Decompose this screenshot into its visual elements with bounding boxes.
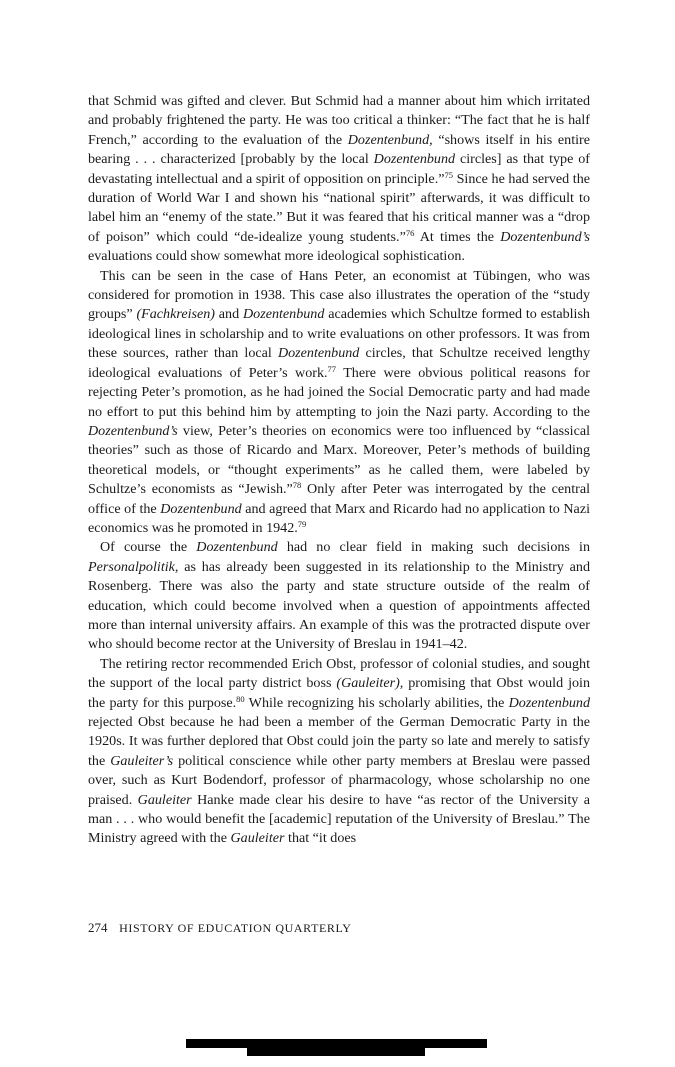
text-run: There were obvious political reasons for rejecting Peter’s promotion, as he had joined the Social Democratic party and had made no effort to put this behind him by attempting to join the Nazi party. According to the [88,364,590,420]
text-run: as has already been suggested in its relationship to the Ministry and Rosenberg. There was also the party and state structure outside of the realm of education, which could become involved when a question of appointments affected more than internal university affairs. An example of this was the protracted dispute over who should become rector at the University of Breslau in 1941–42. [88,558,590,653]
paragraph [88,655,590,849]
text-run: The retiring rector recommended Erich Obst, professor of colonial studies, and sought the support of the local party district boss [88,655,590,692]
italic-term: Gauleiter [230,830,285,847]
page-footer [88,920,352,936]
italic-term: Dozentenbund [373,151,456,168]
footnote-marker: 78 [292,480,302,491]
text-run: Since he had served the duration of World War I and shown his “national spirit” afterwards, it was difficult to label him an “enemy of the state.” But it was feared that his critical manner was a “drop of poison” which could “de-idealize young students.” [88,170,590,245]
italic-term: (Fachkreisen) [136,306,215,323]
text-run: “shows itself in his entire bearing . . . characterized [probably by the local [88,131,591,168]
text-run: political conscience while other party members at Breslau were passed over, such as Kurt Bodendorf, professor of pharmacology, whose scholarship no one praised. [88,752,590,808]
body-text [88,92,590,849]
journal-title: HISTORY OF EDUCATION QUARTERLY [119,921,352,935]
italic-term: Dozentenbund [508,694,591,711]
text-run: circles, that Schultze received lengthy ideological evaluations of Peter’s work. [88,345,590,381]
footnote-marker: 77 [327,363,337,374]
footnote-marker: 75 [444,169,453,180]
text-run: While recognizing his scholarly abilities, the [244,694,509,711]
italic-term: (Gauleiter), [336,675,404,692]
text-run: academies which Schultze formed to establish ideological lines in scholarship and to write evaluations on other professors. It was from these sources, rather than local [88,306,590,362]
paragraph [88,267,590,539]
paragraph [88,92,590,267]
text-run: At times the [414,228,501,245]
text-run: This can be seen in the case of Hans Peter, an economist at Tübingen, who was considered for promotion in 1938. This case also illustrates the operation of the “study groups” [88,267,590,323]
italic-term: Dozentenbund’s [500,228,590,245]
footnote-marker: 80 [236,693,245,704]
italic-term: Personalpolitik, [88,558,179,575]
text-run: and agreed that Marx and Ricardo had no application to Nazi economics was he promoted in 1942. [88,500,590,536]
italic-term: Dozentenbund’s [88,422,178,439]
paragraph [88,538,590,654]
text-run: had no clear field in making such decisions in [277,539,590,556]
italic-term: Dozentenbund [242,306,325,323]
text-run: rejected Obst because he had been a member of the German Democratic Party in the 1920s. It was further deplored that Obst could join the party so late and merely to satisfy the [88,714,590,769]
text-run: view, Peter’s theories on economics were too influenced by “classical theories” such as those of Ricardo and Marx. Moreover, Peter’s methods of building theoretical models, or “thought experiments” as he called them, were labeled by Schultze’s economists as “Jewish.” [88,422,590,498]
italic-term: Dozentenbund [277,345,360,362]
text-run: Only after Peter was interrogated by the central office of the [88,481,590,517]
footnote-marker: 76 [405,227,415,238]
redaction-bar-lower [247,1046,425,1056]
page-number: 274 [88,920,108,935]
text-run: Of course the [100,539,197,556]
text-run: that “it does [284,830,357,847]
text-run: Hanke made clear his desire to have “as rector of the University a man . . . who would benefit the [academic] reputation of the University of Breslau.” The Ministry agreed with the [88,791,590,847]
text-run: evaluations could show somewhat more ideological sophistication. [88,248,465,265]
text-run: circles] as that type of devastating intellectual and a spirit of opposition on principle.” [88,151,590,187]
text-run: and [214,306,243,323]
italic-term: Dozentenbund, [347,131,433,148]
italic-term: Gauleiter [137,791,192,808]
footnote-marker: 79 [297,518,307,529]
italic-term: Gauleiter’s [110,752,174,769]
italic-term: Dozentenbund [160,500,242,517]
text-run: promising that Obst would join the party for this purpose. [88,675,590,711]
text-run: that Schmid was gifted and clever. But Schmid had a manner about him which irritated and probably frightened the party. He was too critical a thinker: “The fact that he is half French,” according to the evaluation of the [88,93,590,148]
italic-term: Dozentenbund [196,539,278,556]
